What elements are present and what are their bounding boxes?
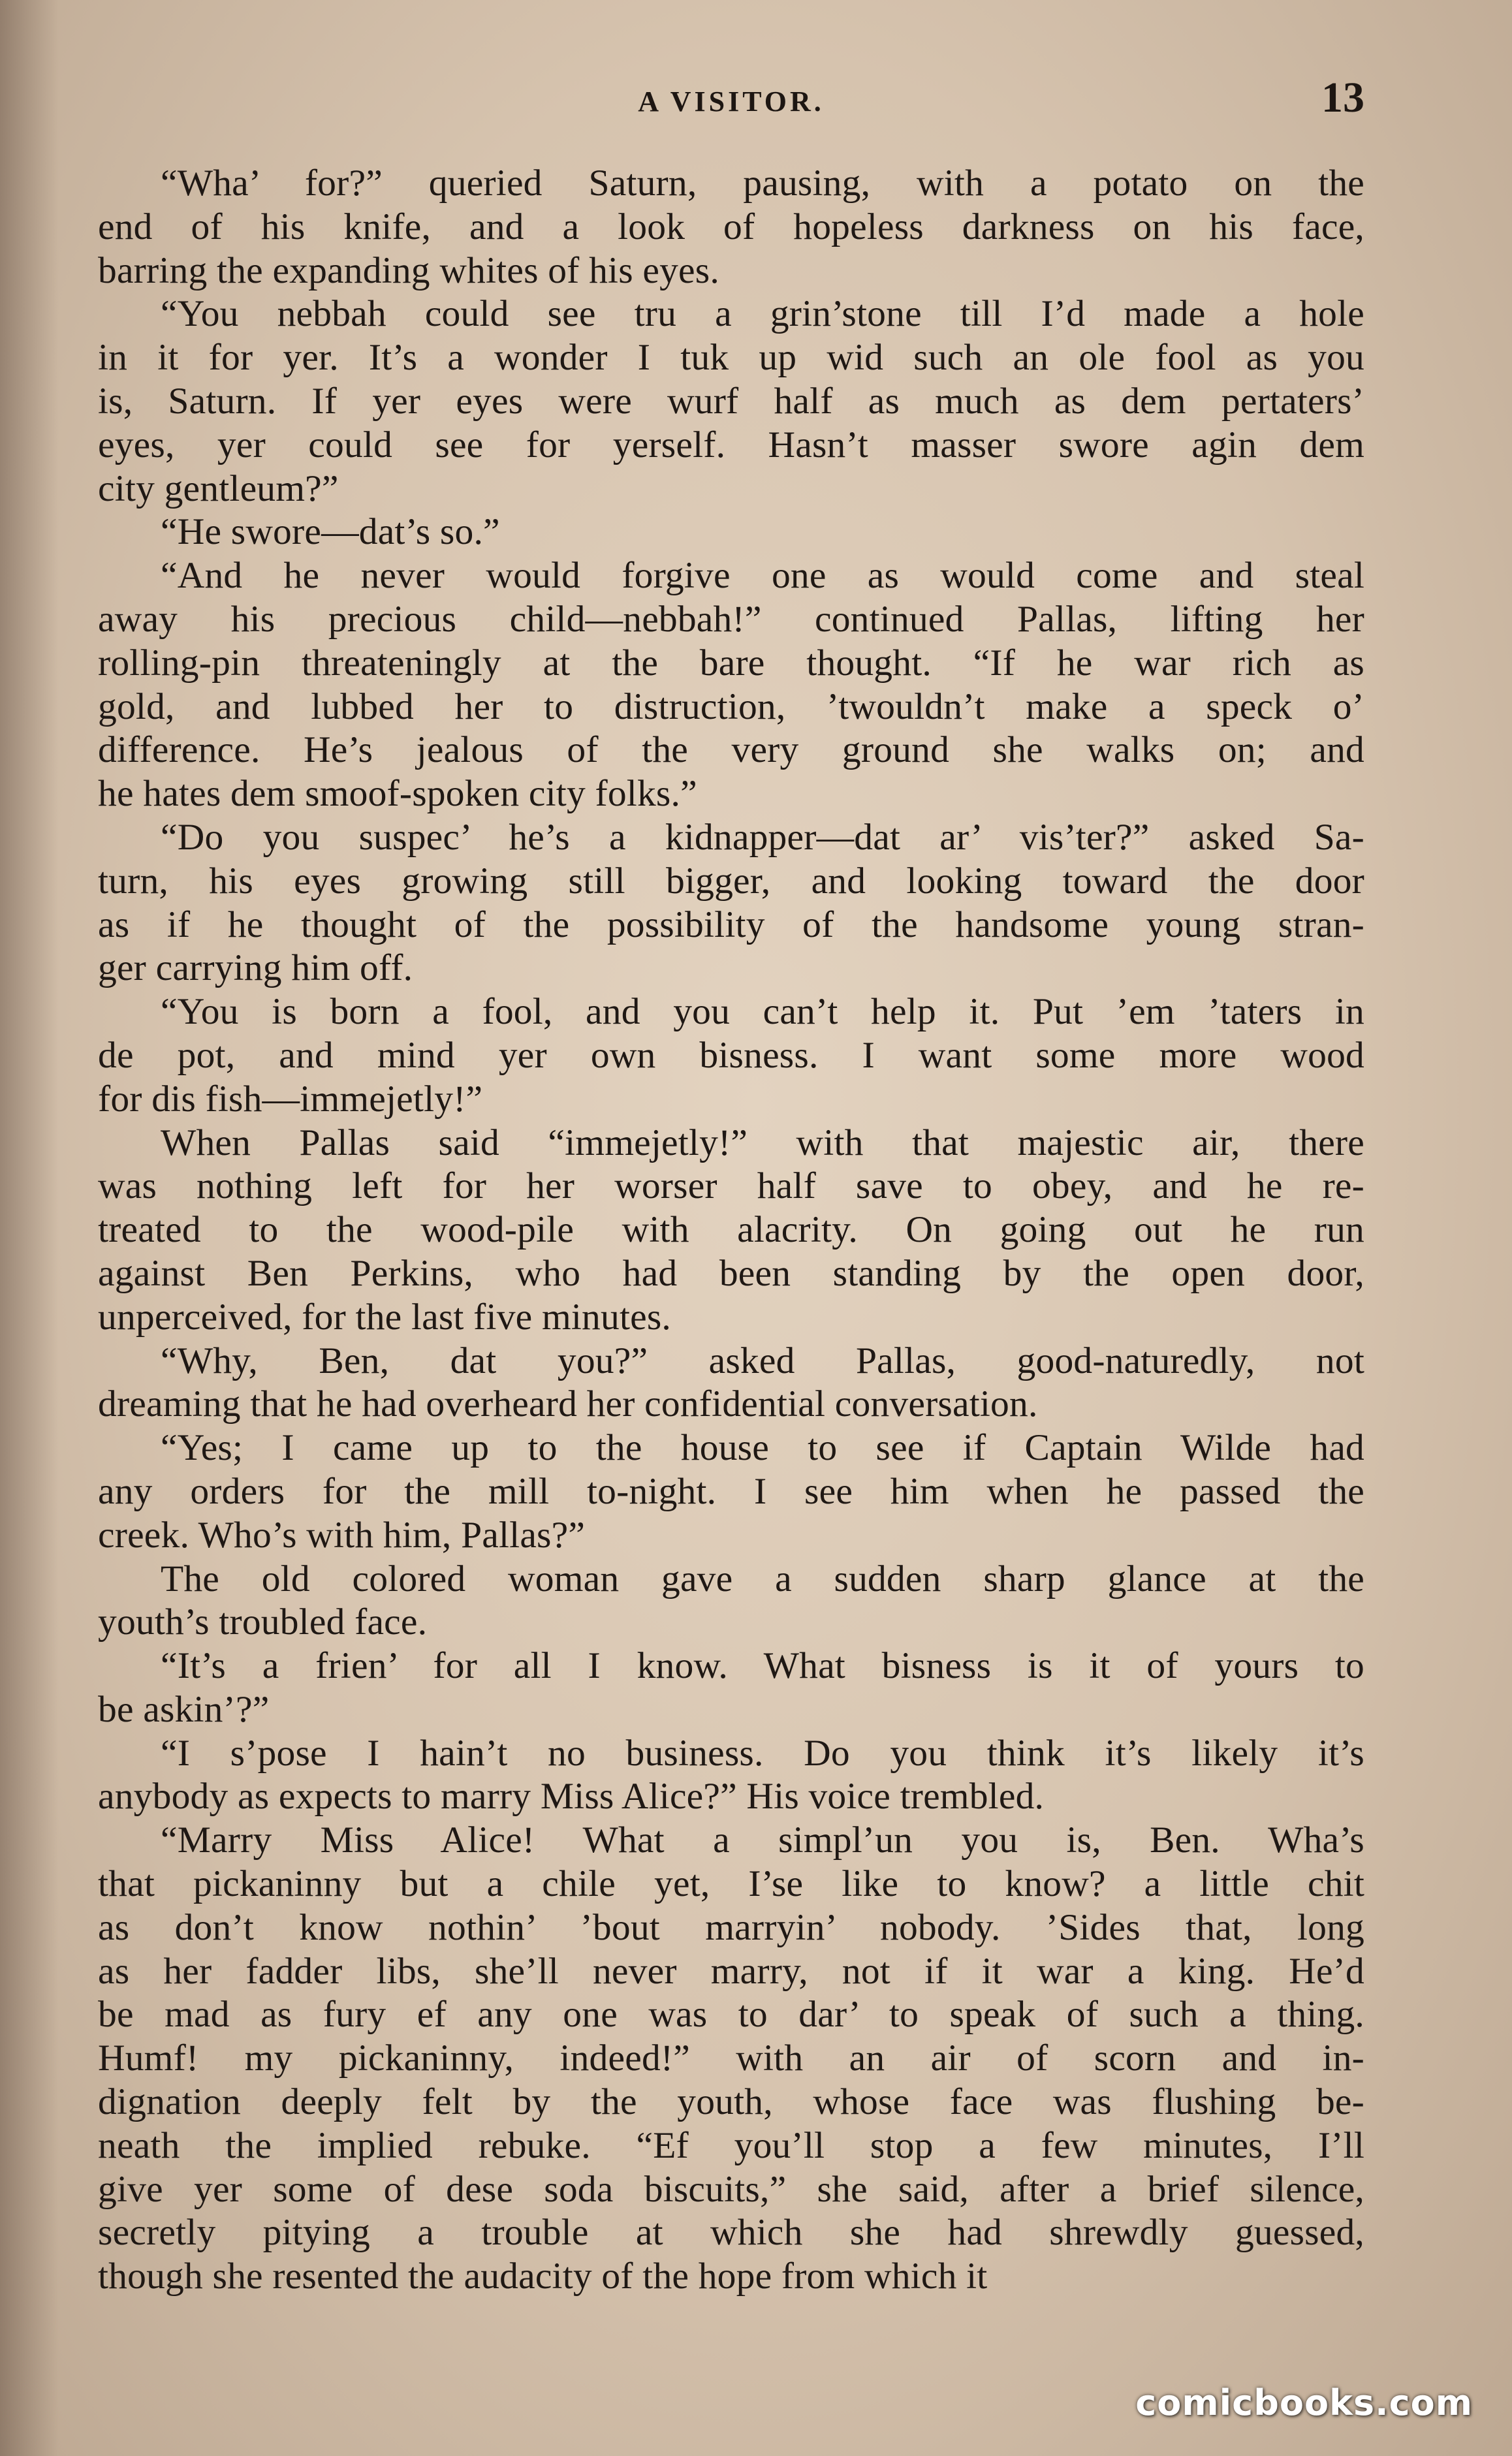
text-line: any orders for the mill to-night. I see him when he passed the xyxy=(98,1470,1364,1512)
text-line: “Yes; I came up to the house to see if Captain Wilde had xyxy=(161,1427,1364,1469)
text-line: gold, and lubbed her to distruction, ’twouldn’t make a speck o’ xyxy=(98,685,1364,727)
text-line: end of his knife, and a look of hopeless darkness on his face, xyxy=(98,206,1364,247)
text-line: ger carrying him off. xyxy=(98,947,413,989)
text-line: The old colored woman gave a sudden sharp glance at the xyxy=(161,1558,1364,1599)
text-line: “I s’pose I hain’t no business. Do you think it’s likely it’s xyxy=(161,1732,1364,1774)
text-line: Humf! my pickaninny, indeed!” with an air of scorn and in- xyxy=(98,2038,1364,2079)
text-line: for dis fish—immejetly!” xyxy=(98,1078,483,1120)
text-line: as don’t know nothin’ ’bout marryin’ nobody. ’Sides that, long xyxy=(98,1906,1364,1948)
text-line: against Ben Perkins, who had been standing by the open door, xyxy=(98,1252,1364,1294)
text-line: dignation deeply felt by the youth, whose face was flushing be- xyxy=(98,2081,1364,2123)
text-line: “Why, Ben, dat you?” asked Pallas, good-naturedly, not xyxy=(161,1340,1364,1381)
text-line: turn, his eyes growing still bigger, and looking toward the door xyxy=(98,860,1364,902)
running-title: A VISITOR. xyxy=(638,86,825,118)
text-line: secretly pitying a trouble at which she had shrewdly guessed, xyxy=(98,2212,1364,2254)
text-line: is, Saturn. If yer eyes were wurf half as much as dem pertaters’ xyxy=(98,380,1364,422)
text-line: youth’s troubled face. xyxy=(98,1601,428,1643)
page-number: 13 xyxy=(1321,74,1364,121)
text-line: neath the implied rebuke. “Ef you’ll stop a few minutes, I’ll xyxy=(98,2124,1364,2166)
page-header xyxy=(98,73,1364,132)
text-line: “Wha’ for?” queried Saturn, pausing, with a potato on the xyxy=(161,163,1364,204)
text-line: “He swore—dat’s so.” xyxy=(161,511,500,553)
text-line: treated to the wood-pile with alacrity. On going out he run xyxy=(98,1209,1364,1251)
text-line: as if he thought of the possibility of the handsome young stran- xyxy=(98,904,1364,945)
text-line: When Pallas said “immejetly!” with that majestic air, there xyxy=(161,1122,1364,1163)
text-line: rolling-pin threateningly at the bare thought. “If he war rich as xyxy=(98,642,1364,684)
text-line: be mad as fury ef any one was to dar’ to speak of such a thing. xyxy=(98,1994,1364,2036)
text-line: “You nebbah could see tru a grin’stone till I’d made a hole xyxy=(161,293,1364,335)
text-line: “Do you suspec’ he’s a kidnapper—dat ar’ vis’ter?” asked Sa- xyxy=(161,816,1364,858)
text-line: “And he never would forgive one as would come and steal xyxy=(161,555,1364,597)
text-line: give yer some of dese soda biscuits,” she said, after a brief silence, xyxy=(98,2168,1364,2210)
body-text xyxy=(98,162,1364,2299)
text-line: “Marry Miss Alice! What a simpl’un you is, Ben. Wha’s xyxy=(161,1819,1364,1861)
text-line: “You is born a fool, and you can’t help it. Put ’em ’taters in xyxy=(161,991,1364,1033)
text-line: barring the expanding whites of his eyes. xyxy=(98,249,719,291)
text-line: as her fadder libs, she’ll never marry, not if it war a king. He’d xyxy=(98,1950,1364,1992)
text-line: that pickaninny but a chile yet, I’se like to know? a little chit xyxy=(98,1863,1364,1905)
text-line: eyes, yer could see for yerself. Hasn’t masser swore agin dem xyxy=(98,424,1364,465)
text-line: was nothing left for her worser half save to obey, and he re- xyxy=(98,1165,1364,1207)
text-line: in it for yer. It’s a wonder I tuk up wid such an ole fool as you xyxy=(98,337,1364,379)
text-line: de pot, and mind yer own bisness. I want some more wood xyxy=(98,1034,1364,1076)
text-line: difference. He’s jealous of the very ground she walks on; and xyxy=(98,729,1364,771)
text-line: dreaming that he had overheard her confidential conversation. xyxy=(98,1383,1038,1425)
text-line: “It’s a frien’ for all I know. What bisness is it of yours to xyxy=(161,1645,1364,1687)
text-line: be askin’?” xyxy=(98,1688,270,1730)
text-line: unperceived, for the last five minutes. xyxy=(98,1296,671,1338)
text-line: city gentleum?” xyxy=(98,467,339,509)
text-line: away his precious child—nebbah!” continued Pallas, lifting her xyxy=(98,598,1364,640)
text-line: though she resented the audacity of the hope from which it xyxy=(98,2256,988,2297)
text-line: he hates dem smoof-spoken city folks.” xyxy=(98,773,697,815)
text-line: creek. Who’s with him, Pallas?” xyxy=(98,1514,586,1556)
watermark: comicbooks.com xyxy=(1135,2382,1473,2423)
text-line: anybody as expects to marry Miss Alice?” His voice trembled. xyxy=(98,1776,1045,1818)
